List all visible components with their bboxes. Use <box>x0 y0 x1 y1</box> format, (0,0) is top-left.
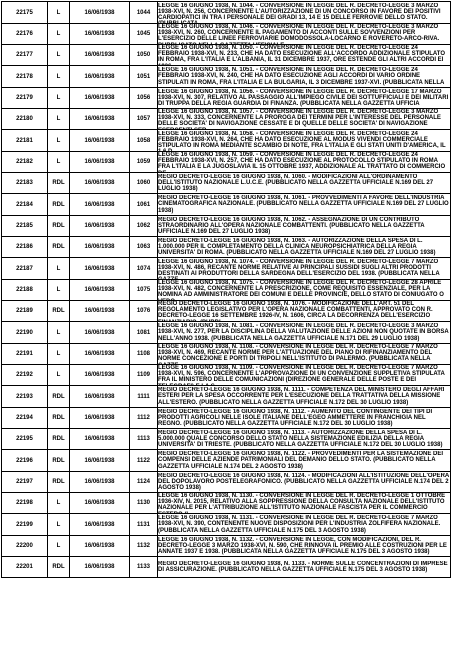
act-number: 1130 <box>130 493 158 514</box>
table-row <box>2 216 451 237</box>
act-number: 1081 <box>130 322 158 344</box>
act-description-text: REGIO DECRETO-LEGGE 16 GIUGNO 1938, N. 1124. - MODIFICAZIONI ALL'ISTITUZIONE DELL'OPERA DEL DOPOLAVORO POSTELEGRAFONICO. (PUBBLICATO NELLA GAZZETTA UFFICIALE N.174 DEL 2 AGOSTO 1938) <box>158 472 450 492</box>
act-description-text: LEGGE 16 GIUGNO 1938, N. 1132. - CONVERSIONE IN LEGGE, CON MODIFICAZIONI, DEL R. DECRETO-LEGGE 3 MARZO 1938-XVI, N. 590, CHE RINNOVA IL PREMIO ALLE COSTRUZIONI PER LE ANNATE 1937 E 1938. (PUBBLICATA NELLA GAZZETTA UFFICIALE N.175 DEL 3 AGOSTO 1938) <box>158 536 447 556</box>
table-row <box>2 514 451 536</box>
register-table-body <box>2 2 451 578</box>
act-type: L <box>48 109 70 130</box>
entry-number: 22194 <box>2 408 48 429</box>
entry-number: 22182 <box>2 152 48 173</box>
act-description <box>158 557 451 578</box>
act-description <box>158 365 451 386</box>
act-number: 1062 <box>130 216 158 237</box>
table-row <box>2 301 451 322</box>
act-date: 16/06/1938 <box>70 365 130 386</box>
act-number: 1124 <box>130 472 158 493</box>
act-type: L <box>48 130 70 152</box>
table-row <box>2 365 451 386</box>
act-type: RDL <box>48 301 70 322</box>
act-type: RDL <box>48 237 70 258</box>
act-type: L <box>48 24 70 45</box>
act-date: 16/06/1938 <box>70 258 130 280</box>
act-description-text: REGIO DECRETO-LEGGE 16 GIUGNO 1938, N. 1061. - PROVVEDIMENTI A FAVORE DELL'INDUSTRIA CINEMATOGRAFICA NAZIONALE. (PUBBLICATO NELLA GAZZETTA UFFICIALE N.169 DEL 27 LUGLIO 1938) <box>158 195 449 214</box>
act-type: L <box>48 514 70 536</box>
act-description-text: LEGGE 16 GIUGNO 1938, N. 1057. - CONVERSIONE IN LEGGE DEL R. DECRETO-LEGGE 3 MARZO 1938-XVI, N. 333, CONCERNENTE LA PROROGA DEI TERMINI PER L'INTERESSE DEL PERSONALE DELLE SOCIETA' DI NAVIGAZIONE CESSATE E DI QUELLE DELLE SOCIETA' DI NAVIGAZIONE <box>158 109 441 128</box>
entry-number: 22200 <box>2 536 48 557</box>
act-type: RDL <box>48 408 70 429</box>
act-number: 1061 <box>130 194 158 216</box>
act-type: L <box>48 536 70 557</box>
act-description-text: REGIO DECRETO-LEGGE 16 GIUGNO 1938, N. 1076. - MODIFICAZIONE DELL'ART. 51 DEL REGOLAMENTO LEGISLATIVO PER L'OPERA NAZIONALE COMBATTENTI, APPROVATO CON R. DECRETO-LEGGE 16 SETTEMBRE 1926-IV, N. 1606, CIRCA LA DECORRENZA DELL'ESERCIZIO <box>158 301 433 320</box>
table-row <box>2 237 451 258</box>
act-description-text: LEGGE 16 GIUGNO 1938, N. 1074. - CONVERSIONE IN LEGGE DEL R. DECRETO-LEGGE 7 MARZO 1938-XVI, N. 486, RECANTE NORME RELATIVE AI PRINCIPALI SUSSIDI SUGLI ALTRI PRODOTTI DESTINATI AI PRODUTTORI DELLA SARDEGNA DELL'ESERCIZIO DEL 1938. (PUBBLICATA NELLA <box>158 258 440 277</box>
act-date: 16/06/1938 <box>70 450 130 472</box>
entry-number: 22186 <box>2 237 48 258</box>
table-row <box>2 24 451 45</box>
entry-number: 22187 <box>2 258 48 280</box>
entry-number: 22198 <box>2 493 48 514</box>
entry-number: 22176 <box>2 24 48 45</box>
entry-number: 22177 <box>2 45 48 66</box>
act-description-text: LEGGE 16 GIUGNO 1938, N. 1130. - CONVERSIONE IN LEGGE DEL R. DECRETO-LEGGE 1 OTTOBRE 1936-XIV, N. 2015, RELATIVO ALLA SOPPRESSIONE DELLA CONSULTA NAZIONALE DELL'ISTITUTO NAZIONALE PER L'ATTRIBUZIONE ALL'ISTITUTO NAZIONALE FASCISTA PER IL COMMERCIO <box>158 493 446 512</box>
act-type: L <box>48 2 70 24</box>
act-date: 16/06/1938 <box>70 2 130 24</box>
act-description <box>158 237 451 258</box>
table-row <box>2 280 451 301</box>
act-description <box>158 88 451 109</box>
act-number: 1112 <box>130 408 158 429</box>
entry-number: 22175 <box>2 2 48 24</box>
act-description <box>158 280 451 301</box>
entry-number: 22193 <box>2 386 48 408</box>
act-date: 16/06/1938 <box>70 152 130 173</box>
act-type: L <box>48 365 70 386</box>
act-date: 16/06/1938 <box>70 280 130 301</box>
table-row <box>2 493 451 514</box>
act-number: 1060 <box>130 173 158 194</box>
table-row <box>2 322 451 344</box>
entry-number: 22188 <box>2 280 48 301</box>
register-table <box>1 1 451 578</box>
act-date: 16/06/1938 <box>70 386 130 408</box>
table-row <box>2 408 451 429</box>
table-row <box>2 450 451 472</box>
act-description-text: REGIO DECRETO-LEGGE 16 GIUGNO 1938, N. 1112. - AUMENTO DEL CONTINGENTE DEI TIPI DI PRODOTTI AGRICOLI NELLE ISOLE ITALIANE DELL'EGEO AMMETTERE IN FRANCHIGIA NEL REGNO. (PUBBLICATO NELLA GAZZETTA UFFICIALE N.172 DEL 30 LUGLIO 1938) <box>158 408 433 428</box>
act-description <box>158 450 451 472</box>
act-description <box>158 216 451 237</box>
act-number: 1058 <box>130 130 158 152</box>
act-type: RDL <box>48 450 70 472</box>
act-description <box>158 493 451 514</box>
act-number: 1108 <box>130 344 158 365</box>
table-row <box>2 472 451 493</box>
entry-number: 22192 <box>2 365 48 386</box>
act-number: 1109 <box>130 365 158 386</box>
act-date: 16/06/1938 <box>70 216 130 237</box>
act-description <box>158 2 451 24</box>
act-number: 1111 <box>130 386 158 408</box>
act-date: 16/06/1938 <box>70 493 130 514</box>
act-description <box>158 386 451 408</box>
act-type: RDL <box>48 216 70 237</box>
act-description <box>158 173 451 194</box>
act-description-text: LEGGE 16 GIUGNO 1938, N. 1081. - CONVERSIONE IN LEGGE DEL R. DECRETO-LEGGE 3 MARZO 1938-XVI, N. 277, PER LA DISCIPLINA DELLA VALUTAZIONE DELLE AZIONI NON QUOTATE IN BORSA NELL'ANNO 1938. (PUBBLICATA NELLA GAZZETTA UFFICIALE N.171 DEL 29 LUGLIO 1938) <box>158 323 449 342</box>
entry-number: 22195 <box>2 429 48 450</box>
table-row <box>2 536 451 557</box>
act-date: 16/06/1938 <box>70 237 130 258</box>
table-row <box>2 88 451 109</box>
act-date: 16/06/1938 <box>70 130 130 152</box>
act-description <box>158 408 451 429</box>
act-date: 16/06/1938 <box>70 557 130 578</box>
act-number: 1133 <box>130 557 158 578</box>
act-date: 16/06/1938 <box>70 88 130 109</box>
act-date: 16/06/1938 <box>70 109 130 130</box>
table-row <box>2 557 451 578</box>
entry-number: 22184 <box>2 194 48 216</box>
act-type: RDL <box>48 557 70 578</box>
act-description-text: REGIO DECRETO-LEGGE 16 GIUGNO 1938, N. 1111. - COMPETENZA DEL MINISTERO DEGLI AFFARI ESTERI PER LA SPESA OCCORRENTE PER L'ESECUZIONE DELLA TRATTATIVA DELLA MISSIONE ALL'ESTERO. (PUBBLICATO NELLA GAZZETTA UFFICIALE N.172 DEL 30 LUGLIO 1938) <box>158 387 445 406</box>
act-number: 1075 <box>130 280 158 301</box>
act-date: 16/06/1938 <box>70 24 130 45</box>
act-type: L <box>48 344 70 365</box>
entry-number: 22190 <box>2 322 48 344</box>
act-description-text: LEGGE 16 GIUGNO 1938, N. 1109. - CONVERSIONE IN LEGGE DEL R. DECRETO-LEGGE 7 MARZO 1938-XVI, N. 596, CONCERNENTE L'APPROVAZIONE DI UN CONVENZIONE SUPPLETIVA STIPULATA FRA IL MINISTERO DELLE COMUNICAZIONI (DIREZIONE GENERALE DELLE POSTE E DEI <box>158 365 445 384</box>
act-description-text: LEGGE 16 GIUGNO 1938, N. 1108. - CONVERSIONE IN LEGGE DEL R. DECRETO-LEGGE 7 MARZO 1938-XVI, N. 469, RECANTE NORME PER L'ATTUAZIONE DEL PIANO DI RIFINANZIAMENTO DEL NORME CONCEZIONE E PORTI DI TRIPOLI NELL'ISTITUTO DI PALERMO. (PUBBLICATA NELLA <box>158 344 438 363</box>
entry-number: 22179 <box>2 88 48 109</box>
act-description-text: LEGGE 16 GIUGNO 1938, N. 1051. - CONVERSIONE IN LEGGE DEL R. DECRETO-LEGGE 24 FEBBRAIO 1938-XVI, N. 240, CHE HA DATO ESECUZIONE AGLI ACCORDI DI VARIO ORDINE STIPULATI IN ROMA, FRA L'ITALIA E LA BULGARIA, IL 3 DICEMBRE 1937-XVI. (PUBBLICATA NELLA <box>158 67 445 86</box>
act-type: RDL <box>48 472 70 493</box>
act-type: L <box>48 45 70 66</box>
act-description <box>158 472 451 493</box>
act-date: 16/06/1938 <box>70 322 130 344</box>
act-description-text: LEGGE 16 GIUGNO 1938, N. 1050. - CONVERSIONE IN LEGGE DEL R. DECRETO-LEGGE 24 FEBBRAIO 1938-XVI, N. 233, CHE HA DATO ESECUZIONE ALL'ACCORDO ADDIZIONALE STIPULATO IN ROMA, FRA L'ITALIA E L'ALBANIA, IL 31 DICEMBRE 1937, ORE ESTENDE GLI ALTRI ACCORDI EI <box>158 45 446 64</box>
act-description <box>158 152 451 173</box>
entry-number: 22196 <box>2 450 48 472</box>
act-date: 16/06/1938 <box>70 429 130 450</box>
act-date: 16/06/1938 <box>70 408 130 429</box>
table-row <box>2 66 451 88</box>
act-number: 1122 <box>130 450 158 472</box>
act-description <box>158 66 451 88</box>
act-number: 1044 <box>130 2 158 24</box>
table-row <box>2 194 451 216</box>
table-row <box>2 152 451 173</box>
act-description <box>158 258 451 280</box>
act-description-text: REGIO DECRETO-LEGGE 16 GIUGNO 1938, N. 1060. - MODIFICAZIONI ALL'ORDINAMENTO DELL'ISTITUTO NAZIONALE L.U.C.E. (PUBBLICATO NELLA GAZZETTA UFFICIALE N.169 DEL 27 LUGLIO 1938) <box>158 173 434 193</box>
act-date: 16/06/1938 <box>70 536 130 557</box>
act-description <box>158 344 451 365</box>
entry-number: 22197 <box>2 472 48 493</box>
act-description <box>158 429 451 450</box>
act-type: L <box>48 66 70 88</box>
act-date: 16/06/1938 <box>70 344 130 365</box>
entry-number: 22181 <box>2 130 48 152</box>
act-date: 16/06/1938 <box>70 514 130 536</box>
act-date: 16/06/1938 <box>70 194 130 216</box>
act-number: 1056 <box>130 88 158 109</box>
act-number: 1113 <box>130 429 158 450</box>
act-description-text: REGIO DECRETO-LEGGE 16 GIUGNO 1938, N. 1113. - AUTORIZZAZIONE DELLA SPESA DI L. 5.000.000 QUALE CONCORSO DELLO STATO NELLA SISTEMAZIONE EDILIZIA DELLA REGIA UNIVERSITA' DI TRIESTE. (PUBBLICATO NELLA GAZZETTA UFFICIALE N.172 DEL 30 LUGLIO 1938) <box>158 429 443 449</box>
act-description <box>158 514 451 536</box>
act-description-text: LEGGE 16 GIUGNO 1938, N. 1044. - CONVERSIONE IN LEGGE DEL R. DECRETO-LEGGE 3 MARZO 1938-XVI, N. 256, CONCERNENTE L'AUTORIZZAZIONE DI UN CONCORSO IN FAVORE DEI POSITIVI CARDIOPATICI IN TRA I PERSONALE DEI GRADI 13, 14 E 15 DELLE FERROVIE DELLO STATO. <box>158 2 441 21</box>
table-row <box>2 2 451 24</box>
act-date: 16/06/1938 <box>70 173 130 194</box>
act-description <box>158 130 451 152</box>
act-date: 16/06/1938 <box>70 301 130 322</box>
table-row <box>2 45 451 66</box>
act-number: 1059 <box>130 152 158 173</box>
act-date: 16/06/1938 <box>70 66 130 88</box>
act-number: 1050 <box>130 45 158 66</box>
act-description-text: LEGGE 16 GIUGNO 1938, N. 1056. - CONVERSIONE IN LEGGE DEL R. DECRETO-LEGGE 17 MARZO 1938-XVI, N. 307, RELATIVO AL PASSAGGIO ALL'IMPIEGO CIVILE DEI SOTTUFFICIALI E DEI MILITARI DI TRUPPA DELLA REGIA GUARDIA DI FINANZA. (PUBBLICATA NELLA GAZZETTA UFFICIA <box>158 88 449 108</box>
act-type: L <box>48 322 70 344</box>
table-row <box>2 344 451 365</box>
act-description <box>158 45 451 66</box>
table-row <box>2 109 451 130</box>
act-type: L <box>48 280 70 301</box>
act-number: 1045 <box>130 24 158 45</box>
act-type: RDL <box>48 429 70 450</box>
act-type: L <box>48 258 70 280</box>
entry-number: 22183 <box>2 173 48 194</box>
entry-number: 22191 <box>2 344 48 365</box>
act-number: 1051 <box>130 66 158 88</box>
table-row <box>2 258 451 280</box>
table-row <box>2 130 451 152</box>
act-description <box>158 24 451 45</box>
entry-number: 22185 <box>2 216 48 237</box>
act-type: RDL <box>48 386 70 408</box>
act-number: 1063 <box>130 237 158 258</box>
entry-number: 22201 <box>2 557 48 578</box>
act-description <box>158 322 451 344</box>
entry-number: 22180 <box>2 109 48 130</box>
act-type: L <box>48 88 70 109</box>
table-row <box>2 386 451 408</box>
act-type: L <box>48 152 70 173</box>
act-type: L <box>48 493 70 514</box>
act-date: 16/06/1938 <box>70 45 130 66</box>
act-description <box>158 536 451 557</box>
table-row <box>2 173 451 194</box>
act-description-text: REGIO DECRETO-LEGGE 16 GIUGNO 1938, N. 1063. - AUTORIZZAZIONE DELLA SPESA DI L. 1.000.000 PER IL COMPLETAMENTO DELLA CLINICA NEUROPSICHIATRICA DELLA REGIA UNIVERSITA' DI ROMA. (PUBBLICATO NELLA GAZZETTA UFFICIALE N.169 DEL 27 LUGLIO 1938) <box>158 237 436 257</box>
act-date: 16/06/1938 <box>70 472 130 493</box>
act-number: 1076 <box>130 301 158 322</box>
act-number: 1131 <box>130 514 158 536</box>
act-description-text: REGIO DECRETO-LEGGE 16 GIUGNO 1938, N. 1062. - ASSEGNAZIONE DI UN CONTRIBUTO STRAORDINARIO ALL'OPERA NAZIONALE COMBATTENTI. (PUBBLICATO NELLA GAZZETTA UFFICIALE N.169 DEL 27 LUGLIO 1938) <box>158 216 425 236</box>
act-number: 1132 <box>130 536 158 557</box>
entry-number: 22199 <box>2 514 48 536</box>
act-number: 1057 <box>130 109 158 130</box>
act-number: 1074 <box>130 258 158 280</box>
act-description-text: LEGGE 16 GIUGNO 1938, N. 1046. - CONVERSIONE IN LEGGE DEL R. DECRETO-LEGGE 3 MARZO 1938-XVI, N. 260, CONCERNENTE IL PAGAMENTO DI ACCONTI SULLE SOVVENZIONI PER L'ESERCIZIO DELLE LINEE FERROVIARIE DOMODOSSOLA-LOCARNO E ROVERETO-ARCO-RIVA. <box>158 24 440 43</box>
act-description-text: REGIO DECRETO-LEGGE 16 GIUGNO 1938, N. 1133. - NORME SULLE CONCENTRAZIONI DI IMPRESE DI ASSICURAZIONE. (PUBBLICATO NELLA GAZZETTA UFFICIALE N.175 DEL 3 AGOSTO 1938) <box>158 560 448 573</box>
act-description <box>158 109 451 130</box>
act-type: RDL <box>48 194 70 216</box>
table-row <box>2 429 451 450</box>
act-description-text: LEGGE 16 GIUGNO 1938, N. 1075. - CONVERSIONE IN LEGGE DEL R. DECRETO-LEGGE 28 APRILE 1938-XVI, N. 482, CONCERNENTE LA PRESCRIZIONE, COME REQUISITO ESSENZIALE, PER LA NOMINA AD AMMINISTRATORE DEI COMUNI E DELLE PROVINCIE, DELLO STATO DI CONIUGATO O <box>158 280 444 299</box>
act-type: RDL <box>48 173 70 194</box>
entry-number: 22189 <box>2 301 48 322</box>
act-description-text: LEGGE 16 GIUGNO 1938, N. 1059. - CONVERSIONE IN LEGGE DEL R. DECRETO-LEGGE 24 FEBBRAIO 1938-XVI, N. 257, CHE HA DATO ESECUZIONE AL PROTOCOLLO STIPULATO IN ROMA FRA L'ITALIA E LA JUGOSLAVIA IL 15 OTTOBRE 1937, ADDIZIONALE AL TRATTATO DI COMMERCIO <box>158 152 446 171</box>
act-description <box>158 194 451 216</box>
entry-number: 22178 <box>2 66 48 88</box>
act-description-text: LEGGE 16 GIUGNO 1938, N. 1131. - CONVERSIONE IN LEGGE DEL R. DECRETO-LEGGE 7 MARZO 1938-XVI, N. 390, CONTENENTE NUOVE DISPOSIZIONI PER L'INDUSTRIA ZOLFIFERA NAZIONALE. (PUBBLICATA NELLA GAZZETTA UFFICIALE N.175 DEL 3 AGOSTO 1938) <box>158 515 441 534</box>
act-description-text: LEGGE 16 GIUGNO 1938, N. 1058. - CONVERSIONE IN LEGGE DEL R. DECRETO-LEGGE 24 FEBBRAIO 1938-XVI, N. 264, CHE HA DATO ESECUZIONE AL MODUS VIVENDI COMMERCIALE STIPULATO IN ROMA MEDIANTE SCAMBIO DI NOTE, FRA L'ITALIA E GLI STATI UNITI D'AMERICA, IL <box>158 130 446 149</box>
act-description-text: REGIO DECRETO-LEGGE 16 GIUGNO 1938, N. 1122. - PROVVEDIMENTI PER LA SISTEMAZIONE DEI COMPENSI DELLE AZIENDE PATRIMONIALI DEL DEMANIO DELLO STATO. (PUBBLICATO NELLA GAZZETTA UFFICIALE N.174 DEL 2 AGOSTO 1938) <box>158 451 444 470</box>
act-description <box>158 301 451 322</box>
